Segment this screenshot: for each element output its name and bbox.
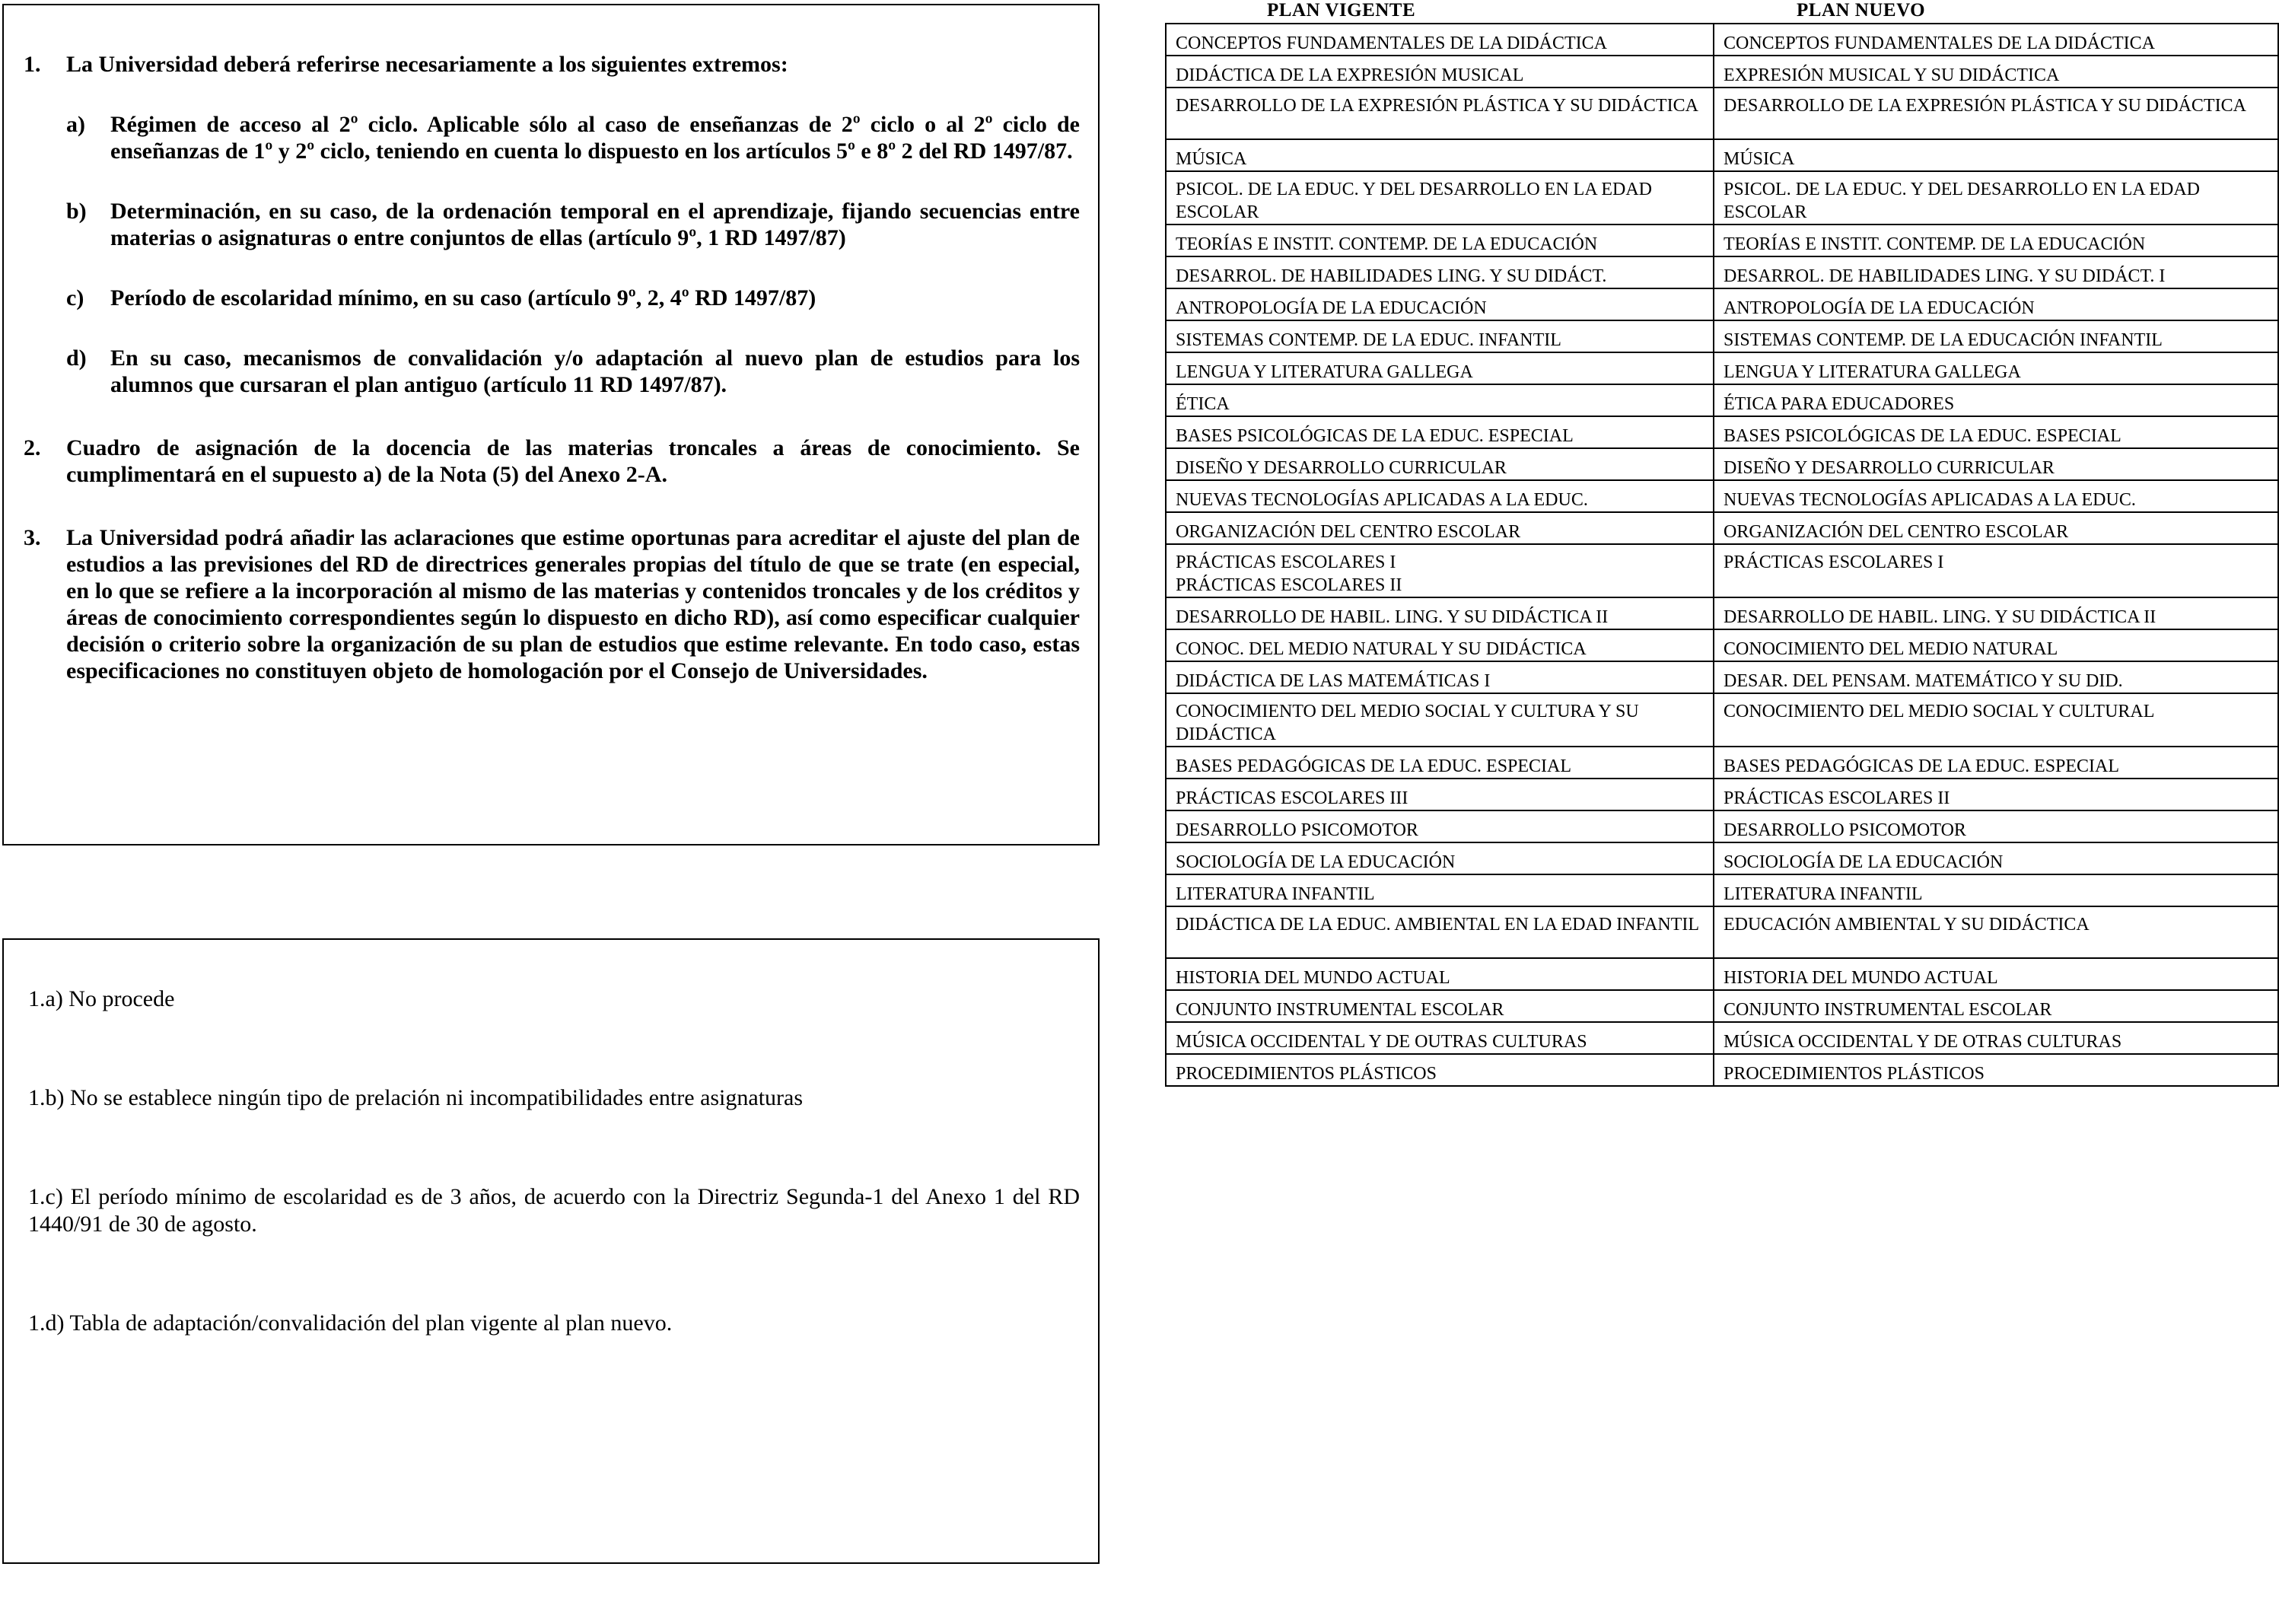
table-row (1166, 416, 2278, 448)
cell-plan-vigente: PSICOL. DE LA EDUC. Y DEL DESARROLLO EN LA EDAD ESCOLAR (1166, 171, 1714, 224)
cell-plan-nuevo: MÚSICA OCCIDENTAL Y DE OTRAS CULTURAS (1714, 1022, 2278, 1054)
table-row (1166, 810, 2278, 842)
cell-plan-nuevo: SISTEMAS CONTEMP. DE LA EDUCACIÓN INFANTIL (1714, 320, 2278, 352)
table-row (1166, 990, 2278, 1022)
adaptation-table-body (1166, 24, 2278, 1086)
instruction-subitem-a (66, 111, 1080, 164)
cell-plan-nuevo: PRÁCTICAS ESCOLARES II (1714, 779, 2278, 810)
adaptation-table (1165, 23, 2279, 1087)
cell-plan-vigente: BASES PEDAGÓGICAS DE LA EDUC. ESPECIAL (1166, 747, 1714, 779)
cell-plan-nuevo: CONCEPTOS FUNDAMENTALES DE LA DIDÁCTICA (1714, 24, 2278, 56)
cell-plan-vigente: ÉTICA (1166, 384, 1714, 416)
table-row (1166, 661, 2278, 693)
table-row (1166, 779, 2278, 810)
cell-plan-vigente: BASES PSICOLÓGICAS DE LA EDUC. ESPECIAL (1166, 416, 1714, 448)
table-row (1166, 544, 2278, 597)
instruction-item-3 (24, 524, 1080, 684)
cell-plan-nuevo: DESARROLLO PSICOMOTOR (1714, 810, 2278, 842)
table-row (1166, 139, 2278, 171)
answers-box (2, 938, 1100, 1564)
cell-plan-nuevo: HISTORIA DEL MUNDO ACTUAL (1714, 958, 2278, 990)
table-row (1166, 256, 2278, 288)
cell-plan-nuevo: PRÁCTICAS ESCOLARES I (1714, 544, 2278, 597)
subitem-letter: a) (66, 112, 85, 137)
cell-plan-vigente: SISTEMAS CONTEMP. DE LA EDUC. INFANTIL (1166, 320, 1714, 352)
answer-1a: 1.a) No procede (28, 986, 175, 1011)
table-row (1166, 288, 2278, 320)
table-row (1166, 352, 2278, 384)
table-row (1166, 171, 2278, 224)
table-row (1166, 906, 2278, 958)
table-column-headers (1165, 0, 2279, 23)
cell-plan-vigente: DIDÁCTICA DE LAS MATEMÁTICAS I (1166, 661, 1714, 693)
cell-plan-nuevo: DESARROLLO DE HABIL. LING. Y SU DIDÁCTICA II (1714, 597, 2278, 629)
table-row (1166, 224, 2278, 256)
table-row (1166, 24, 2278, 56)
cell-plan-vigente: CONOCIMIENTO DEL MEDIO SOCIAL Y CULTURA Y SU DIDÁCTICA (1166, 693, 1714, 747)
table-row (1166, 874, 2278, 906)
cell-plan-nuevo: LITERATURA INFANTIL (1714, 874, 2278, 906)
cell-plan-vigente: DIDÁCTICA DE LA EXPRESIÓN MUSICAL (1166, 56, 1714, 88)
table-row (1166, 597, 2278, 629)
subitem-letter: b) (66, 199, 87, 224)
subitem-letter: c) (66, 285, 84, 310)
cell-plan-nuevo: SOCIOLOGÍA DE LA EDUCACIÓN (1714, 842, 2278, 874)
cell-plan-vigente: DESARROLLO PSICOMOTOR (1166, 810, 1714, 842)
table-row (1166, 1054, 2278, 1086)
cell-plan-nuevo: PSICOL. DE LA EDUC. Y DEL DESARROLLO EN LA EDAD ESCOLAR (1714, 171, 2278, 224)
cell-plan-vigente: DISEÑO Y DESARROLLO CURRICULAR (1166, 448, 1714, 480)
cell-plan-nuevo: ORGANIZACIÓN DEL CENTRO ESCOLAR (1714, 512, 2278, 544)
instruction-text: La Universidad podrá añadir las aclaraciones que estime oportunas para acreditar el ajuste del plan de estudios a las previsiones del RD de directrices generales propias del título de que se trate (en especial, en lo que se refiere a la incorporación al mismo de las materias y contenidos troncales y de los créditos y áreas de conocimiento correspondientes según lo dispuesto en dicho RD), así como especificar cualquier decisión o criterio sobre la organización de su plan de estudios que estime relevante. En todo caso, estas especificaciones no constituyen objeto de homologación por el Consejo de Universidades. (66, 525, 1080, 683)
table-row (1166, 88, 2278, 139)
cell-plan-vigente: NUEVAS TECNOLOGÍAS APLICADAS A LA EDUC. (1166, 480, 1714, 512)
cell-plan-vigente: DESARROL. DE HABILIDADES LING. Y SU DIDÁCT. (1166, 256, 1714, 288)
subitem-text: Período de escolaridad mínimo, en su caso (artículo 9º, 2, 4º RD 1497/87) (110, 285, 816, 310)
subitem-text: Determinación, en su caso, de la ordenación temporal en el aprendizaje, fijando secuencias entre materias o asignaturas o entre conjuntos de ellas (artículo 9º, 1 RD 1497/87) (110, 199, 1080, 250)
answer-1c: 1.c) El período mínimo de escolaridad es de 3 años, de acuerdo con la Directriz Segunda-1 del Anexo 1 del RD 1440/91 de 30 de agosto. (28, 1184, 1080, 1237)
cell-plan-vigente: LENGUA Y LITERATURA GALLEGA (1166, 352, 1714, 384)
table-row (1166, 448, 2278, 480)
instruction-item-1 (24, 51, 1080, 398)
answer-1b: 1.b) No se establece ningún tipo de prelación ni incompatibilidades entre asignaturas (28, 1085, 804, 1110)
cell-plan-vigente: TEORÍAS E INSTIT. CONTEMP. DE LA EDUCACIÓN (1166, 224, 1714, 256)
cell-plan-vigente: HISTORIA DEL MUNDO ACTUAL (1166, 958, 1714, 990)
cell-plan-vigente: DIDÁCTICA DE LA EDUC. AMBIENTAL EN LA EDAD INFANTIL (1166, 906, 1714, 958)
cell-plan-vigente: ANTROPOLOGÍA DE LA EDUCACIÓN (1166, 288, 1714, 320)
table-row (1166, 384, 2278, 416)
cell-plan-vigente: LITERATURA INFANTIL (1166, 874, 1714, 906)
instructions-box (2, 4, 1100, 845)
cell-plan-nuevo: BASES PEDAGÓGICAS DE LA EDUC. ESPECIAL (1714, 747, 2278, 779)
instruction-number: 2. (24, 435, 41, 460)
answer-1d: 1.d) Tabla de adaptación/convalidación del plan vigente al plan nuevo. (28, 1310, 673, 1336)
cell-plan-vigente: MÚSICA (1166, 139, 1714, 171)
cell-plan-nuevo: EDUCACIÓN AMBIENTAL Y SU DIDÁCTICA (1714, 906, 2278, 958)
table-row (1166, 320, 2278, 352)
cell-plan-nuevo: CONOCIMIENTO DEL MEDIO NATURAL (1714, 629, 2278, 661)
instruction-subitem-b (66, 198, 1080, 251)
cell-plan-nuevo: TEORÍAS E INSTIT. CONTEMP. DE LA EDUCACIÓN (1714, 224, 2278, 256)
table-row (1166, 842, 2278, 874)
cell-plan-vigente: MÚSICA OCCIDENTAL Y DE OUTRAS CULTURAS (1166, 1022, 1714, 1054)
cell-plan-nuevo: CONOCIMIENTO DEL MEDIO SOCIAL Y CULTURAL (1714, 693, 2278, 747)
cell-plan-nuevo: DESARROL. DE HABILIDADES LING. Y SU DIDÁCT. I (1714, 256, 2278, 288)
table-row (1166, 747, 2278, 779)
instruction-text: Cuadro de asignación de la docencia de las materias troncales a áreas de conocimiento. Se cumplimentará en el supuesto a) de la Nota (5) del Anexo 2-A. (66, 435, 1080, 487)
cell-plan-vigente: DESARROLLO DE HABIL. LING. Y SU DIDÁCTICA II (1166, 597, 1714, 629)
table-row (1166, 693, 2278, 747)
table-row (1166, 480, 2278, 512)
instruction-item-2 (24, 435, 1080, 488)
instruction-subitem-c (66, 285, 1080, 311)
cell-plan-vigente: ORGANIZACIÓN DEL CENTRO ESCOLAR (1166, 512, 1714, 544)
subitem-text: En su caso, mecanismos de convalidación y/o adaptación al nuevo plan de estudios para los alumnos que cursaran el plan antiguo (artículo 11 RD 1497/87). (110, 345, 1080, 397)
cell-plan-vigente: PRÁCTICAS ESCOLARES III (1166, 779, 1714, 810)
column-header-plan-nuevo: PLAN NUEVO (1797, 0, 1926, 21)
cell-plan-nuevo: DISEÑO Y DESARROLLO CURRICULAR (1714, 448, 2278, 480)
cell-plan-vigente: CONCEPTOS FUNDAMENTALES DE LA DIDÁCTICA (1166, 24, 1714, 56)
table-row (1166, 629, 2278, 661)
cell-plan-nuevo: ANTROPOLOGÍA DE LA EDUCACIÓN (1714, 288, 2278, 320)
table-row (1166, 1022, 2278, 1054)
subitem-letter: d) (66, 345, 87, 371)
cell-plan-nuevo: MÚSICA (1714, 139, 2278, 171)
cell-plan-vigente: PRÁCTICAS ESCOLARES I PRÁCTICAS ESCOLARES II (1166, 544, 1714, 597)
adaptation-table-section (1165, 0, 2279, 1087)
table-row (1166, 512, 2278, 544)
instruction-text: La Universidad deberá referirse necesariamente a los siguientes extremos: (66, 52, 788, 77)
table-row (1166, 56, 2278, 88)
cell-plan-nuevo: DESARROLLO DE LA EXPRESIÓN PLÁSTICA Y SU DIDÁCTICA (1714, 88, 2278, 139)
subitem-text: Régimen de acceso al 2º ciclo. Aplicable sólo al caso de enseñanzas de 2º ciclo o al 2º ciclo de enseñanzas de 1º y 2º ciclo, teniendo en cuenta lo dispuesto en los artículos 5º e 8º 2 del RD 1497/87. (110, 112, 1080, 164)
cell-plan-vigente: DESARROLLO DE LA EXPRESIÓN PLÁSTICA Y SU DIDÁCTICA (1166, 88, 1714, 139)
cell-plan-nuevo: NUEVAS TECNOLOGÍAS APLICADAS A LA EDUC. (1714, 480, 2278, 512)
cell-plan-nuevo: ÉTICA PARA EDUCADORES (1714, 384, 2278, 416)
cell-plan-vigente: CONJUNTO INSTRUMENTAL ESCOLAR (1166, 990, 1714, 1022)
cell-plan-nuevo: LENGUA Y LITERATURA GALLEGA (1714, 352, 2278, 384)
cell-plan-nuevo: BASES PSICOLÓGICAS DE LA EDUC. ESPECIAL (1714, 416, 2278, 448)
cell-plan-nuevo: CONJUNTO INSTRUMENTAL ESCOLAR (1714, 990, 2278, 1022)
instruction-subitem-d (66, 345, 1080, 398)
cell-plan-nuevo: EXPRESIÓN MUSICAL Y SU DIDÁCTICA (1714, 56, 2278, 88)
cell-plan-vigente: CONOC. DEL MEDIO NATURAL Y SU DIDÁCTICA (1166, 629, 1714, 661)
column-header-plan-vigente: PLAN VIGENTE (1267, 0, 1416, 21)
instruction-number: 1. (24, 52, 41, 77)
table-row (1166, 958, 2278, 990)
instruction-number: 3. (24, 525, 41, 550)
cell-plan-vigente: SOCIOLOGÍA DE LA EDUCACIÓN (1166, 842, 1714, 874)
cell-plan-nuevo: DESAR. DEL PENSAM. MATEMÁTICO Y SU DID. (1714, 661, 2278, 693)
cell-plan-vigente: PROCEDIMIENTOS PLÁSTICOS (1166, 1054, 1714, 1086)
cell-plan-nuevo: PROCEDIMIENTOS PLÁSTICOS (1714, 1054, 2278, 1086)
